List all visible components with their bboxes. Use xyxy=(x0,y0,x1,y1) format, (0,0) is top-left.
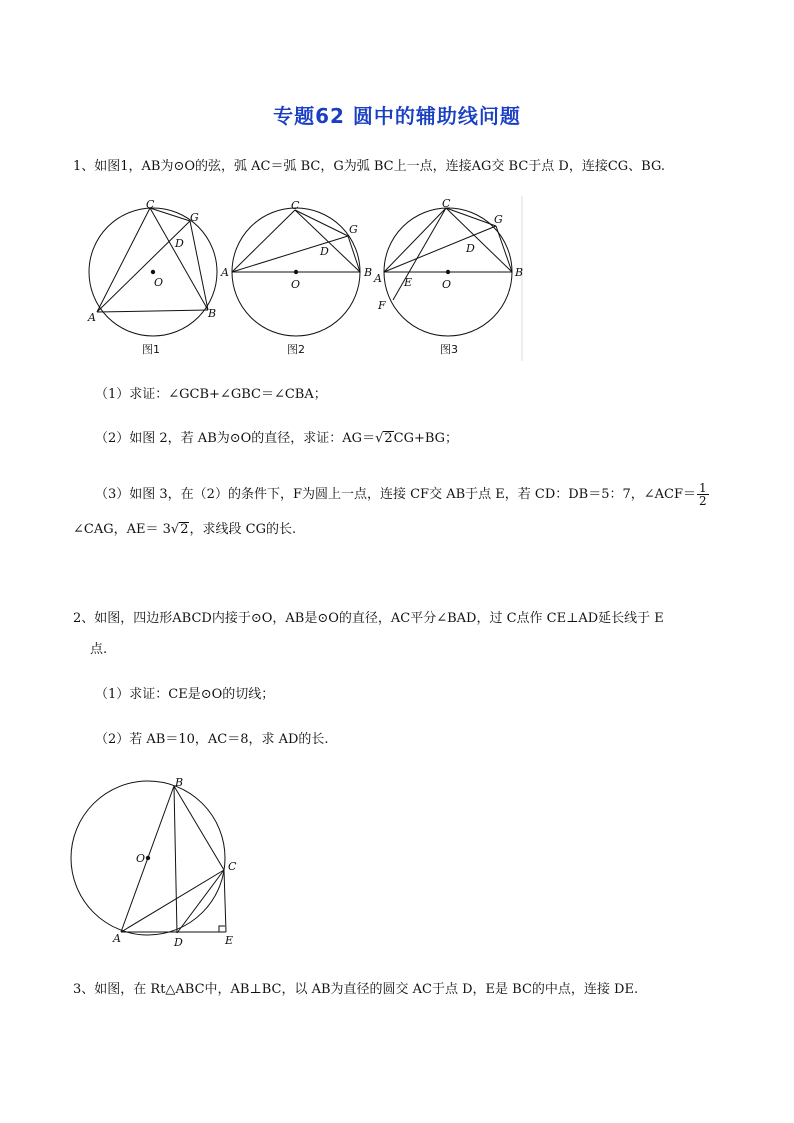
q2-stem-line1: 2、如图，四边形ABCD内接于⊙O，AB是⊙O的直径，AC平分∠BAD，过 C点作 CE⊥AD延长线于 E xyxy=(73,611,664,626)
fig4-label-B: B xyxy=(175,776,184,789)
fig3-label-E: E xyxy=(404,276,413,289)
fig2-label-G: G xyxy=(349,223,358,236)
fig4-label-D: D xyxy=(174,936,183,949)
figure-1 xyxy=(87,198,217,356)
fig2-label-D: D xyxy=(320,245,329,258)
fig3-label-C: C xyxy=(442,197,451,210)
q2-figure xyxy=(64,774,254,954)
q1-part2: （2）如图 2，若 AB为⊙O的直径，求证：AG＝√2CG+BG； xyxy=(95,431,459,446)
fig2-label-O: O xyxy=(291,278,301,291)
fig3-label-G: G xyxy=(494,213,503,226)
q2-part2: （2）若 AB＝10，AC＝8，求 AD的长. xyxy=(95,732,329,747)
fig3-label-A: A xyxy=(374,272,382,285)
fraction-half: $\frac{1}{2}$ xyxy=(699,481,707,508)
fig3-label-D: D xyxy=(466,242,475,255)
q2-stem-line2: 点. xyxy=(90,642,108,657)
figure-3 xyxy=(373,196,523,361)
fig3-label-B: B xyxy=(515,266,524,279)
fig2-label-A: A xyxy=(221,266,229,279)
fig1-caption: 图1 xyxy=(142,343,160,356)
q2-part1: （1）求证：CE是⊙O的切线； xyxy=(95,687,275,702)
fig1-label-B: B xyxy=(208,307,217,320)
fig4-label-A: A xyxy=(113,932,121,945)
q1-part1: （1）求证：∠GCB+∠GBC＝∠CBA； xyxy=(95,387,327,402)
figure-2 xyxy=(220,199,372,356)
q1-part3-line2: ∠CAG，AE＝ 3√2，求线段 CG的长. xyxy=(73,522,297,537)
q1-figures xyxy=(84,196,529,366)
fig3-label-O: O xyxy=(442,278,452,291)
fig4-label-O: O xyxy=(136,852,146,865)
fig1-label-D: D xyxy=(175,237,184,250)
fig3-label-F: F xyxy=(378,299,386,312)
fig1-label-G: G xyxy=(190,211,199,224)
fig1-label-A: A xyxy=(88,311,96,324)
fig4-label-C: C xyxy=(228,860,237,873)
fig1-label-O: O xyxy=(154,276,164,289)
fig2-label-B: B xyxy=(364,266,373,279)
fig2-caption: 图2 xyxy=(287,343,305,356)
q3-stem: 3、如图，在 Rt△ABC中，AB⊥BC，以 AB为直径的圆交 AC于点 D，E是 BC的中点，连接 DE. xyxy=(73,982,639,997)
fig3-caption: 图3 xyxy=(440,343,458,356)
fig4-label-E: E xyxy=(225,934,234,947)
fig1-label-C: C xyxy=(146,198,155,211)
fig2-label-C: C xyxy=(291,199,300,212)
q1-part3: （3）如图 3，在（2）的条件下，F为圆上一点，连接 CF交 AB于点 E，若 CD：DB＝5：7，∠ACF＝ $\frac{1}{2}$ xyxy=(95,481,707,508)
page-title: 专题62 圆中的辅助线问题 xyxy=(273,104,521,128)
q1-stem: 1、如图1，AB为⊙O的弦，弧 AC＝弧 BC，G为弧 BC上一点，连接AG交 BC于点 D，连接CG、BG. xyxy=(73,159,666,174)
